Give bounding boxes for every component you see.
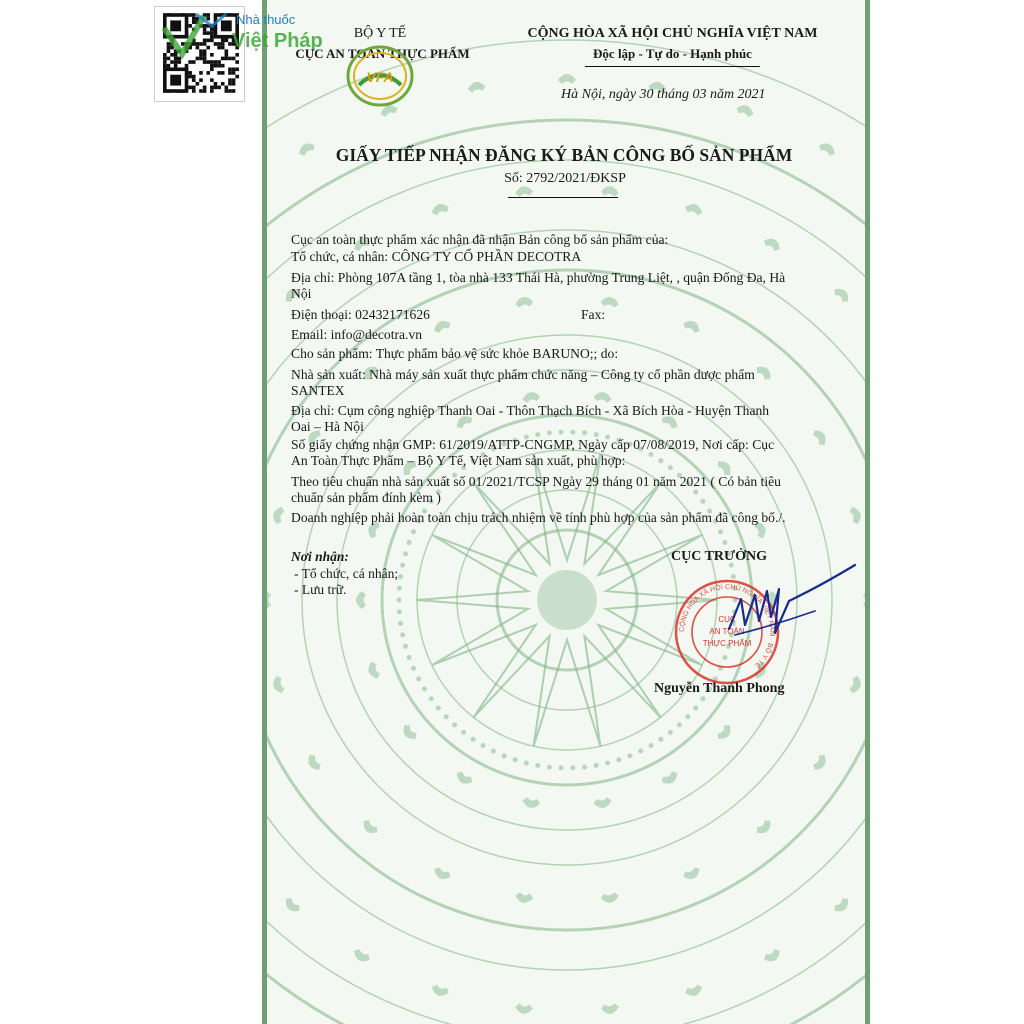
qr-module xyxy=(217,64,221,68)
drum-bird-motif xyxy=(762,947,783,965)
drum-bird-motif xyxy=(514,1003,533,1015)
drum-dot xyxy=(627,753,632,758)
drum-dot xyxy=(582,765,587,770)
drum-dot xyxy=(693,706,698,711)
qr-module xyxy=(217,60,221,64)
drum-dot xyxy=(582,430,587,435)
drum-dot xyxy=(559,765,564,770)
drum-bird-motif xyxy=(467,80,486,93)
vfa-logo-text: VFA xyxy=(366,69,394,85)
drum-ring xyxy=(267,40,865,1024)
qr-module xyxy=(206,71,210,75)
watermark-line1: Nhà thuốc xyxy=(236,12,296,27)
drum-bird-motif xyxy=(267,591,271,609)
drum-dot xyxy=(570,430,575,435)
qr-module xyxy=(232,82,236,86)
drum-dot xyxy=(658,737,663,742)
drum-bird-motif xyxy=(593,796,612,809)
qr-module xyxy=(210,60,214,64)
qr-module xyxy=(174,60,178,64)
qr-module xyxy=(196,82,200,86)
drum-bird-motif xyxy=(715,722,734,742)
drum-dot xyxy=(407,540,412,545)
drum-dot xyxy=(416,676,421,681)
qr-module xyxy=(217,86,221,90)
drum-bird-motif xyxy=(682,318,703,335)
qr-module xyxy=(228,82,232,86)
drum-dot xyxy=(444,714,449,719)
drum-dot xyxy=(398,574,403,579)
qr-module xyxy=(228,89,232,93)
drum-bird-motif xyxy=(660,770,681,788)
drum-dot xyxy=(700,499,705,504)
body-line: Địa chỉ: Phòng 107A tầng 1, tòa nhà 133 Thái Hà, phường Trung Liệt, , quận Đống Đa, Hà xyxy=(291,270,786,285)
drum-bird-motif xyxy=(515,185,534,197)
drum-bird-motif xyxy=(754,818,774,837)
qr-module xyxy=(228,78,232,82)
watermark-line2: Việt Pháp xyxy=(232,30,323,52)
body-line: Cục an toàn thực phẩm xác nhận đã nhận Bản công bố sản phẩm của: xyxy=(291,232,669,247)
drum-dot xyxy=(605,761,610,766)
drum-bird-motif xyxy=(521,391,540,404)
qr-module xyxy=(228,67,232,71)
drum-bird-motif xyxy=(682,866,703,883)
drum-dot xyxy=(403,644,408,649)
drum-dot xyxy=(616,757,621,762)
drum-bird-motif xyxy=(271,675,286,695)
drum-dot xyxy=(722,540,727,545)
drum-dot xyxy=(398,621,403,626)
qr-module xyxy=(203,89,207,93)
qr-module xyxy=(192,78,196,82)
qr-module xyxy=(192,75,196,79)
qr-module xyxy=(185,64,189,68)
qr-module xyxy=(214,82,218,86)
body-line: Doanh nghiệp phải hoàn toàn chịu trách nhiệm về tính phù hợp của sản phẩm đã công bố./. xyxy=(291,510,786,525)
drum-bird-motif xyxy=(848,505,863,525)
qr-module xyxy=(235,75,239,79)
qr-module xyxy=(232,71,236,75)
drum-bird-motif xyxy=(432,866,453,883)
drum-bird-motif xyxy=(684,202,704,217)
drum-dot xyxy=(547,430,552,435)
drum-bird-motif xyxy=(832,285,852,304)
qr-module xyxy=(192,86,196,90)
drum-dot xyxy=(668,730,673,735)
qr-module xyxy=(188,86,192,90)
stamp-line: AN TOÀN xyxy=(709,627,745,636)
drum-dot xyxy=(658,458,663,463)
drum-dot xyxy=(535,763,540,768)
drum-dot xyxy=(461,730,466,735)
qr-module xyxy=(188,75,192,79)
body-line: Email: info@decotra.vn xyxy=(291,327,423,342)
stamp-ring-text: CỘNG HÒA XÃ HỘI CHỦ NGHĨA VIỆT NAM · BỘ Y TẾ xyxy=(678,583,776,670)
drum-dot xyxy=(491,749,496,754)
qr-module xyxy=(232,67,236,71)
body-line: Nhà sản xuất: Nhà máy sản xuất thực phẩm chức năng – Công ty cổ phần dược phẩm xyxy=(291,367,755,382)
drum-bird-motif xyxy=(832,896,852,915)
number-underline xyxy=(508,197,618,198)
drum-dot xyxy=(559,430,564,435)
drum-dot xyxy=(668,465,673,470)
drum-bird-motif xyxy=(600,185,619,197)
drum-dot xyxy=(685,714,690,719)
drum-bird-motif xyxy=(521,796,540,809)
body-line: Tổ chức, cá nhân: CÔNG TY CỔ PHẦN DECOTRA xyxy=(291,249,582,264)
signatory-name: Nguyễn Thanh Phong xyxy=(654,681,785,696)
qr-module xyxy=(188,71,192,75)
qr-module xyxy=(170,75,181,86)
qr-module xyxy=(217,71,221,75)
drum-dot xyxy=(397,609,402,614)
drum-dot xyxy=(649,743,654,748)
stamp-line: CỤC xyxy=(718,615,736,624)
body-line: Số giấy chứng nhận GMP: 61/2019/ATTP-CNGMP, Ngày cấp 07/08/2019, Nơi cấp: Cục xyxy=(291,437,775,452)
qr-module xyxy=(192,89,196,93)
drum-dot xyxy=(422,687,427,692)
qr-module xyxy=(214,64,218,68)
handwritten-signature-icon xyxy=(702,555,865,655)
qr-module xyxy=(206,60,210,64)
qr-module xyxy=(225,89,229,93)
drum-dot xyxy=(429,696,434,701)
drum-bird-motif xyxy=(305,752,323,773)
drum-bird-motif xyxy=(684,983,704,998)
qr-module xyxy=(221,82,225,86)
body-line: Cho sản phẩm: Thực phẩm bảo vệ sức khỏe BARUNO;; do: xyxy=(291,346,619,361)
drum-dot xyxy=(400,632,405,637)
drum-dot xyxy=(397,586,402,591)
qr-module xyxy=(210,86,214,90)
drum-bird-motif xyxy=(351,947,372,965)
drum-center xyxy=(537,570,597,630)
drum-bird-motif xyxy=(515,892,534,904)
qr-module xyxy=(167,64,171,68)
fax-label: Fax: xyxy=(581,307,606,322)
qr-module xyxy=(210,67,214,71)
place-and-date: Hà Nội, ngày 30 tháng 03 năm 2021 xyxy=(561,87,766,102)
drum-dot xyxy=(718,529,723,534)
drum-dot xyxy=(638,749,643,754)
drum-dot xyxy=(547,765,552,770)
drum-dot xyxy=(502,753,507,758)
qr-module xyxy=(210,64,214,68)
recipient-item: - Lưu trữ. xyxy=(294,582,347,597)
qr-module xyxy=(225,86,229,90)
qr-module xyxy=(210,89,214,93)
drum-bird-motif xyxy=(515,296,534,308)
qr-module xyxy=(203,86,207,90)
qr-module xyxy=(177,60,181,64)
drum-dot xyxy=(513,757,518,762)
recipients-heading: Nơi nhận: xyxy=(291,549,349,564)
drum-bird-motif xyxy=(356,591,366,609)
qr-module xyxy=(163,60,167,64)
body-line: Điện thoại: 02432171626 xyxy=(291,307,430,322)
drum-bird-motif xyxy=(593,391,612,404)
qr-module xyxy=(188,60,192,64)
drum-dot xyxy=(677,722,682,727)
drum-bird-motif xyxy=(360,818,380,837)
vfa-logo-icon xyxy=(345,45,415,107)
qr-module xyxy=(228,71,232,75)
drum-dot xyxy=(452,722,457,727)
qr-module xyxy=(199,78,203,82)
drum-dot xyxy=(411,666,416,671)
qr-module xyxy=(235,60,239,64)
qr-module xyxy=(203,60,207,64)
drum-bird-motif xyxy=(271,505,286,525)
drum-bird-motif xyxy=(432,318,453,335)
drum-dot xyxy=(570,765,575,770)
ministry-name: BỘ Y TẾ xyxy=(353,26,407,41)
drum-dot xyxy=(524,761,529,766)
body-line: Oai – Hà Nội xyxy=(291,419,364,434)
drum-dot xyxy=(471,737,476,742)
drum-bird-motif xyxy=(762,235,783,253)
drum-bird-motif xyxy=(848,675,863,695)
qr-module xyxy=(174,64,178,68)
drum-dot xyxy=(407,655,412,660)
document-title: GIẤY TIẾP NHẬN ĐĂNG KÝ BẢN CÔNG BỐ SẢN PHẨM xyxy=(335,145,793,165)
body-line: Địa chỉ: Cụm công nghiệp Thanh Oai - Thôn Thạch Bích - Xã Bích Hòa - Huyện Thanh xyxy=(291,403,770,418)
drum-bird-motif xyxy=(430,983,450,998)
drum-bird-motif xyxy=(558,74,576,84)
qr-module xyxy=(192,60,196,64)
national-motto: Độc lập - Tự do - Hạnh phúc xyxy=(593,46,752,61)
drum-bird-motif xyxy=(430,202,450,217)
qr-module xyxy=(221,71,225,75)
drum-dot xyxy=(403,551,408,556)
drum-bird-motif xyxy=(811,427,829,448)
qr-module xyxy=(221,64,225,68)
country-name: CỘNG HÒA XÃ HỘI CHỦ NGHĨA VIỆT NAM xyxy=(527,26,818,41)
drum-bird-motif xyxy=(754,363,774,382)
drum-dot xyxy=(397,598,402,603)
signatory-role: CỤC TRƯỞNG xyxy=(671,549,768,564)
body-line: Theo tiêu chuẩn nhà sản xuất số 01/2021/TCSP Ngày 29 tháng 01 năm 2021 ( Có bản tiêu xyxy=(291,474,781,489)
drum-bird-motif xyxy=(735,103,755,119)
body-line: SANTEX xyxy=(291,383,345,398)
stamp-line: THỰC PHẨM xyxy=(702,639,752,648)
drum-bird-motif xyxy=(366,660,382,680)
drum-dot xyxy=(411,529,416,534)
document-number: Số: 2792/2021/ĐKSP xyxy=(504,171,626,186)
qr-module xyxy=(214,86,218,90)
drum-bird-motif xyxy=(400,722,419,742)
department-name: CỤC AN TOÀN THỰC PHẨM xyxy=(295,46,470,61)
qr-module xyxy=(199,89,203,93)
qr-module xyxy=(214,60,218,64)
qr-module xyxy=(163,64,167,68)
qr-module xyxy=(232,89,236,93)
drum-dot xyxy=(481,743,486,748)
body-line: Nội xyxy=(291,286,312,301)
motto-underline xyxy=(585,66,760,67)
drum-dot xyxy=(436,706,441,711)
qr-module xyxy=(232,78,236,82)
qr-module xyxy=(210,78,214,82)
body-line: An Toàn Thực Phẩm – Bộ Y Tế, Việt Nam sản xuất, phù hợp: xyxy=(291,453,626,468)
drum-dot xyxy=(400,563,405,568)
body-line: chuẩn sản phẩm đính kèm ) xyxy=(291,490,441,505)
drum-bird-motif xyxy=(454,770,475,788)
qr-module xyxy=(235,67,239,71)
drum-dot xyxy=(693,490,698,495)
qr-module xyxy=(170,60,174,64)
drum-bird-motif xyxy=(601,1003,620,1015)
drum-bird-motif xyxy=(600,892,619,904)
qr-module xyxy=(199,71,203,75)
drum-dot xyxy=(594,763,599,768)
drum-bird-motif xyxy=(811,752,829,773)
drum-bird-motif xyxy=(282,896,302,915)
recipient-item: - Tổ chức, cá nhân; xyxy=(294,566,399,581)
